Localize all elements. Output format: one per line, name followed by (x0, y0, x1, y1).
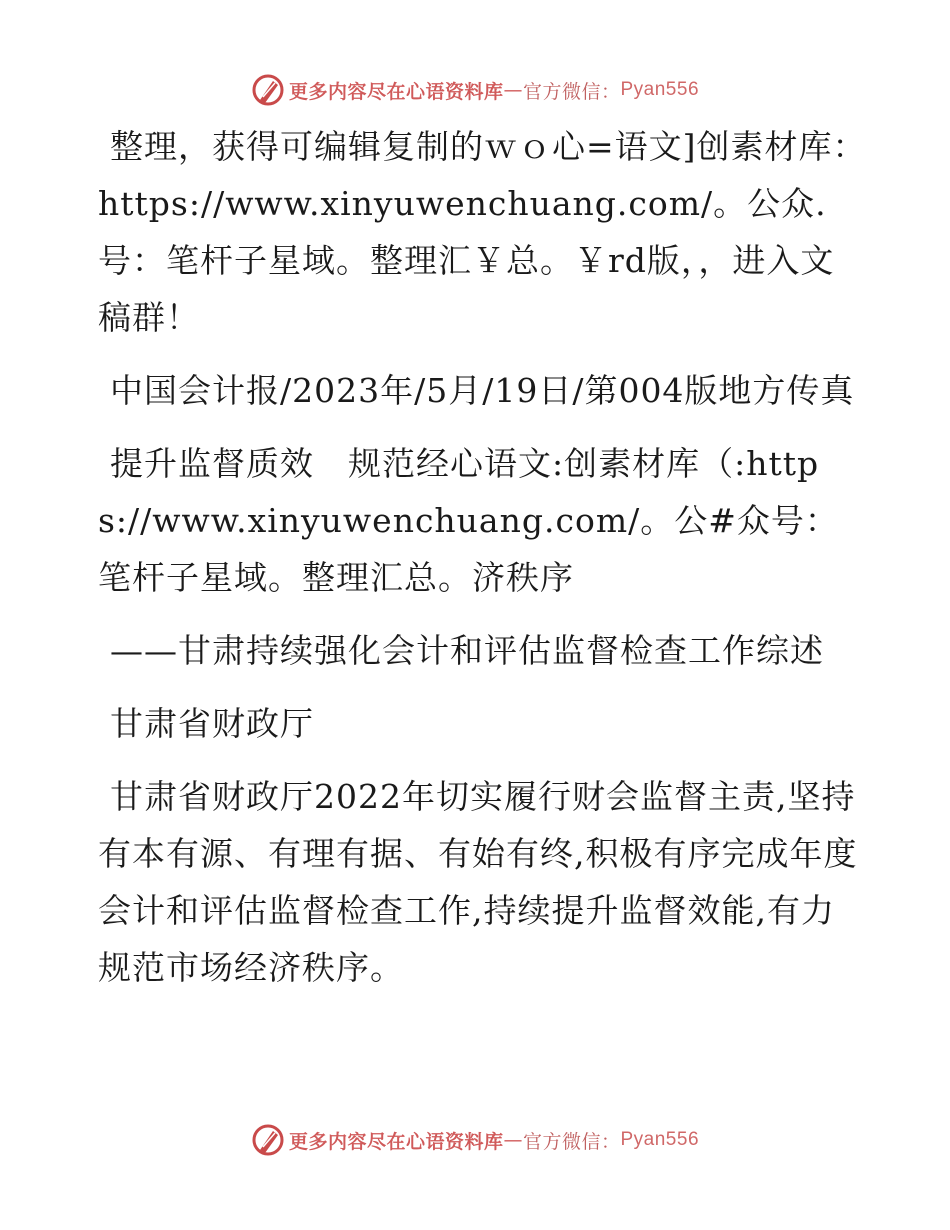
banner-dash: — (503, 79, 523, 101)
paragraph-author: 甘肃省财政厅 (110, 704, 314, 743)
banner-wechat-id: Pyan556 (620, 79, 700, 100)
header-banner (0, 70, 950, 110)
banner-dash: — (503, 1129, 523, 1151)
banner-wechat-id: Pyan556 (620, 1129, 700, 1150)
banner-title: 更多内容尽在心语资料库 (288, 80, 504, 103)
banner-wechat-label: 官方微信： (522, 80, 621, 103)
paragraph-title: 提升监督质效 规范经心语文:创素材库（:https://www.xinyuwenchuang.com/。公#众号：笔杆子星域。整理汇总。济秩序 (98, 444, 839, 597)
pen-logo-icon (251, 1123, 285, 1157)
banner-wechat-label: 官方微信： (522, 1130, 621, 1153)
paragraph-source-note: 整理，获得可编辑复制的ｗｏ心=语文]创素材库：https://www.xinyuwenchuang.com/。公众.号：笔杆子星域。整理汇￥总。￥rd版，，进入文稿群！ (98, 127, 867, 337)
banner-title: 更多内容尽在心语资料库 (288, 1130, 504, 1153)
paragraph-subtitle: ——甘肃持续强化会计和评估监督检查工作综述 (110, 631, 824, 670)
pen-logo-icon (251, 73, 285, 107)
paragraph-publication-info: 中国会计报/2023年/5月/19日/第004版地方传真 (110, 371, 855, 410)
document-body (98, 118, 868, 1012)
footer-banner (0, 1120, 950, 1160)
paragraph-body: 甘肃省财政厅2022年切实履行财会监督主责,坚持有本有源、有理有据、有始有终,积极有序完成年度会计和评估监督检查工作,持续提升监督效能,有力规范市场经济秩序。 (98, 777, 858, 987)
